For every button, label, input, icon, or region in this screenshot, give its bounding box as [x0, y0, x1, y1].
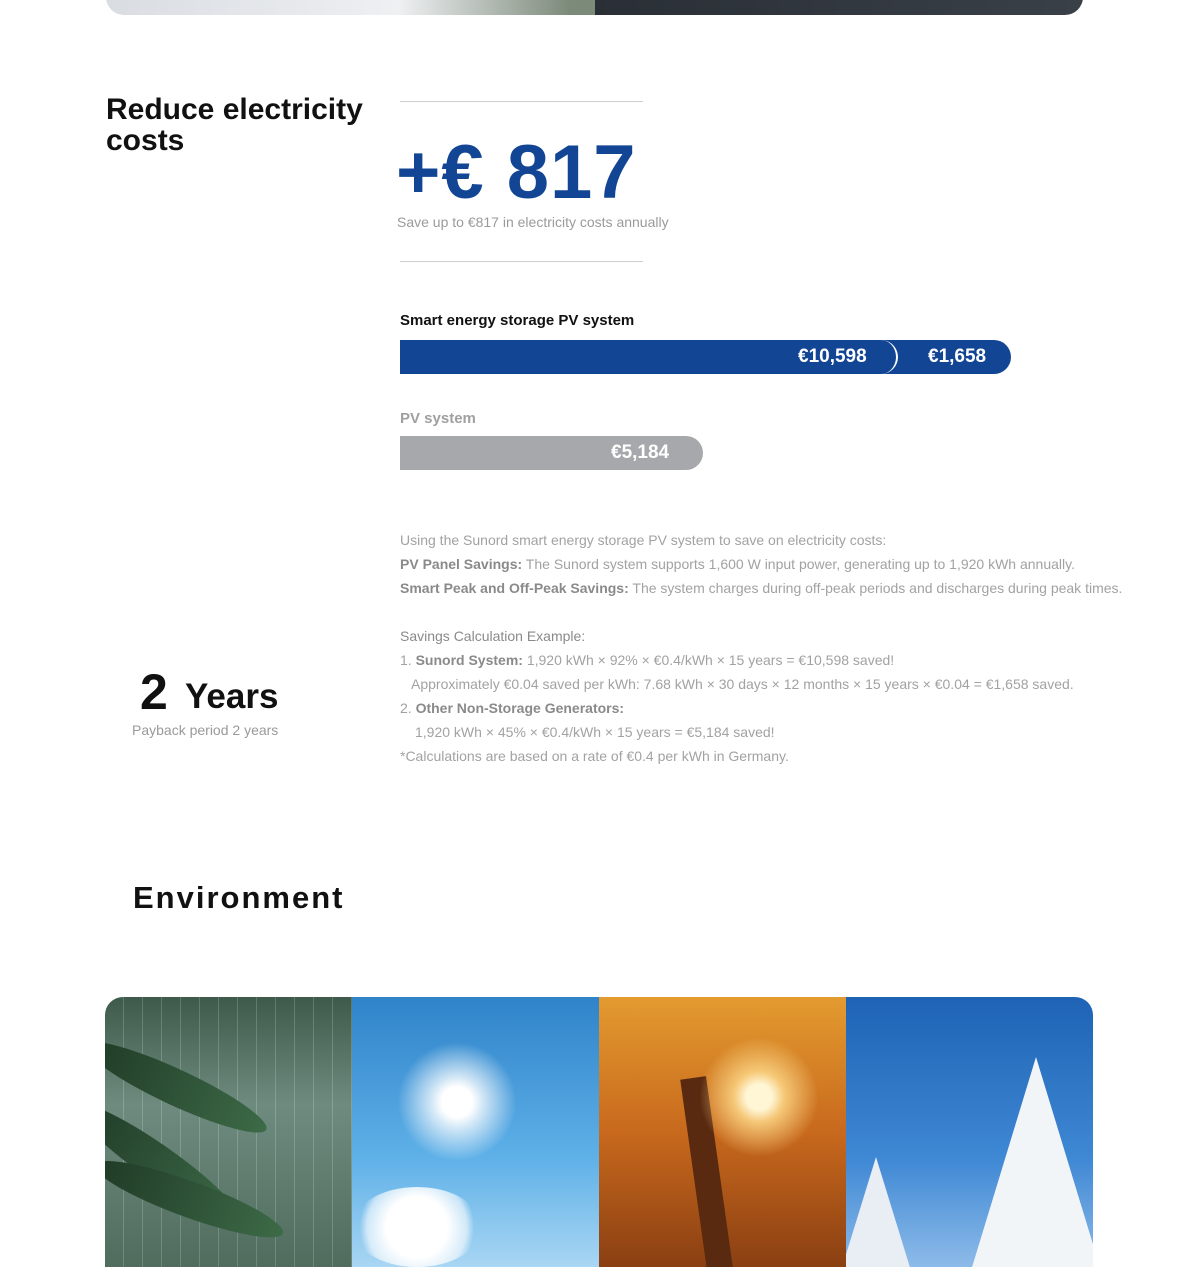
smart-system-bar: [400, 340, 1011, 374]
example-2-detail: 1,920 kWh × 45% × €0.4/kWh × 15 years = €5,184 saved!: [415, 724, 775, 740]
example-2-label: Other Non-Storage Generators:: [415, 700, 625, 716]
example-1-prefix: 1.: [400, 652, 416, 668]
sun-image: [352, 997, 599, 1267]
snow-tree-small: [846, 1157, 916, 1267]
savings-amount: +€ 817: [396, 130, 637, 215]
example-2-prefix: 2.: [400, 700, 416, 716]
peak-savings-label: Smart Peak and Off-Peak Savings:: [400, 580, 629, 596]
section-title: Reduce electricity costs: [106, 93, 363, 157]
smart-value-2: €1,658: [928, 346, 987, 367]
pv-system-bar: [400, 436, 703, 470]
example-title: [400, 624, 1160, 648]
divider-top: [400, 101, 643, 102]
smart-value-1: €10,598: [798, 346, 867, 367]
autumn-image: [599, 997, 846, 1267]
example-2: [400, 696, 1160, 720]
rain-image: [105, 997, 352, 1267]
example-title-text: Savings Calculation Example:: [400, 628, 586, 644]
pv-savings-text: The Sunord system supports 1,600 W input power, generating up to 1,920 kWh annually.: [522, 556, 1075, 572]
top-banner-image: [106, 0, 1083, 15]
environment-title: Environment: [133, 880, 345, 915]
desc-pv-savings: [400, 552, 1160, 576]
example-1-label: Sunord System:: [415, 652, 523, 668]
winter-image: [846, 997, 1093, 1267]
example-1-text: 1,920 kWh × 92% × €0.4/kWh × 15 years = €10,598 saved!: [522, 652, 895, 668]
calculation-note: *Calculations are based on a rate of €0.4 per kWh in Germany.: [400, 748, 789, 764]
pv-system-label: PV system: [400, 410, 476, 427]
cloud-shape: [352, 1187, 482, 1267]
savings-description: [400, 528, 1160, 768]
savings-subtitle: Save up to €817 in electricity costs annually: [397, 214, 669, 230]
desc-peak-savings: [400, 576, 1160, 600]
example-1-detail: Approximately €0.04 saved per kWh: 7.68 kWh × 30 days × 12 months × 15 years × €0.04 = €1,658 saved.: [411, 676, 1074, 692]
payback-unit: Years: [185, 677, 279, 716]
payback-subtitle: Payback period 2 years: [132, 722, 279, 738]
autumn-sun-glow: [699, 1037, 819, 1157]
peak-savings-text: The system charges during off-peak periods and discharges during peak times.: [628, 580, 1123, 596]
pv-value: €5,184: [611, 442, 670, 463]
payback-number: 2: [140, 664, 168, 720]
banner-image-right: [595, 0, 1084, 15]
environment-images: [105, 997, 1093, 1267]
sun-glow: [397, 1042, 517, 1162]
example-1: [400, 648, 1160, 672]
banner-image-left: [106, 0, 595, 15]
desc-intro: Using the Sunord smart energy storage PV system to save on electricity costs:: [400, 532, 887, 548]
desc-spacer: [400, 600, 1160, 624]
pv-savings-label: PV Panel Savings:: [400, 556, 523, 572]
snow-tree: [966, 1057, 1093, 1267]
divider-bottom: [400, 261, 643, 262]
smart-system-label: Smart energy storage PV system: [400, 312, 635, 329]
